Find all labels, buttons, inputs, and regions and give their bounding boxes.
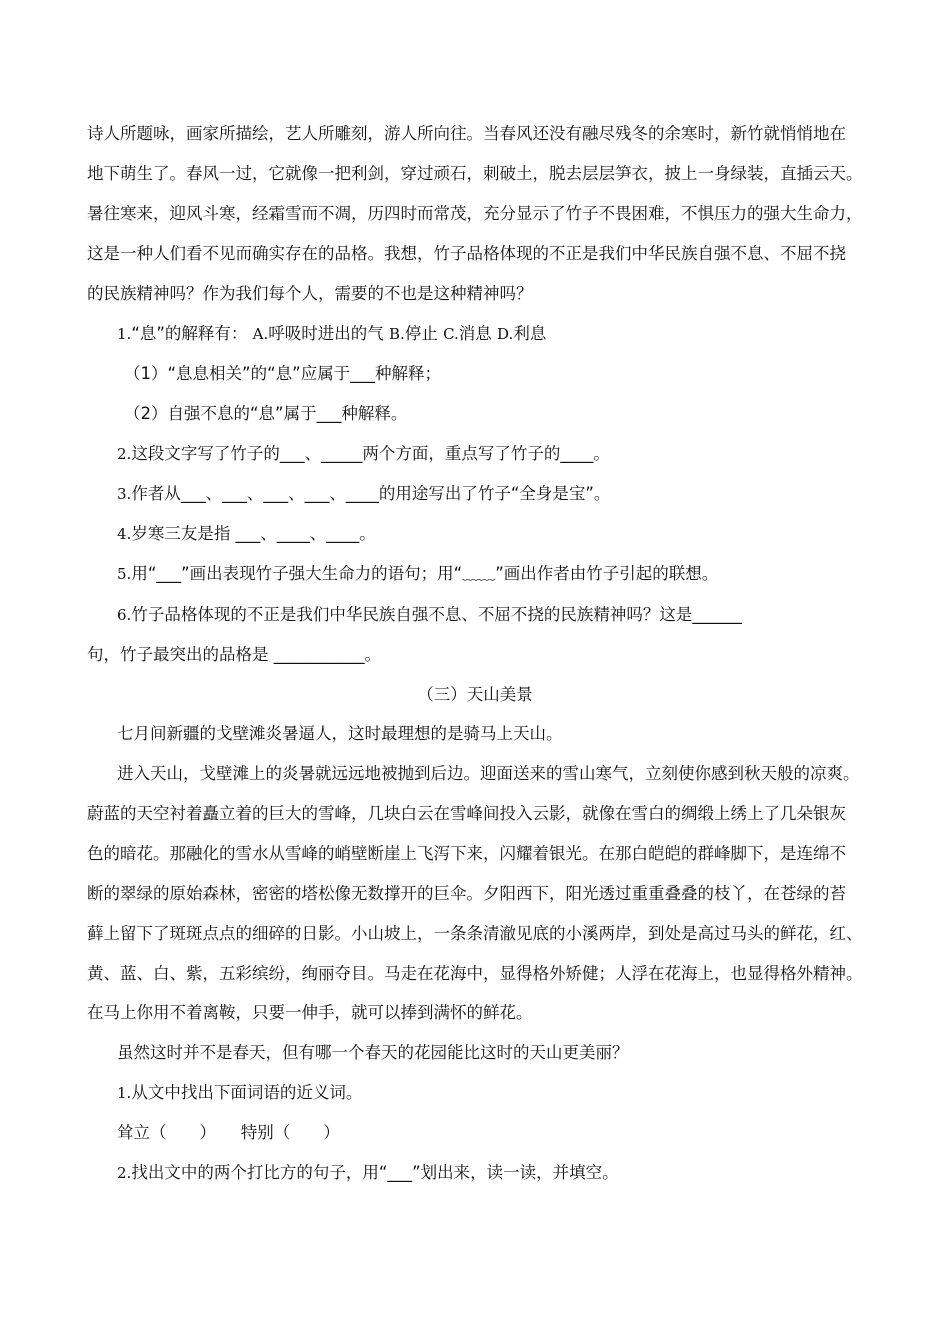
option-letter: D. [497, 325, 514, 343]
question-number: 6. [117, 606, 132, 624]
section-title: （三）天山美景 [417, 685, 533, 704]
question-text: 找出文中的两个打比方的句子，用“___”划出来，读一读，并填空。 [131, 1163, 619, 1182]
question-1 [117, 1083, 907, 1103]
question-number: 1. [117, 1084, 132, 1102]
question-text: 作者从___、___、___、___、____的用途写出了竹子“全身是宝”。 [131, 484, 611, 503]
synonym-blanks: 耸立（ ） 特别（ ） [117, 1123, 340, 1142]
paragraph-3: 虽然这时并不是春天，但有哪一个春天的花园能比这时的天山更美丽？ [117, 1043, 629, 1062]
question-6-continued: 句，竹子最突出的品格是 ___________。 [87, 645, 381, 664]
option-letter: B. [389, 325, 405, 343]
option-text: 利息 [513, 324, 547, 343]
option-text: 呼吸时进出的气 [268, 324, 384, 343]
option-letter: C. [443, 325, 459, 343]
question-4 [117, 524, 907, 544]
paragraph-1: 七月间新疆的戈壁滩炎暑逼人，这时最理想的是骑马上天山。 [117, 724, 563, 743]
question-text: 从文中找出下面词语的近义词。 [131, 1083, 363, 1102]
passage-line: 暑往寒来，迎风斗寒，经霜雪而不凋，历四时而常茂，充分显示了竹子不畏困难，不惧压力的强大生命力， [87, 204, 863, 223]
question-number: 1. [117, 325, 132, 343]
question-number: 2. [117, 445, 132, 463]
paragraph-2-line: 蔚蓝的天空衬着矗立着的巨大的雪峰，几块白云在雪峰间投入云影，就像在雪白的绸缎上绣上了几朵银灰 [87, 804, 846, 823]
question-number: 2. [117, 1164, 132, 1182]
paragraph-2-line: 进入天山，戈壁滩上的炎暑就远远地被抛到后边。迎面送来的雪山寒气，立刻使你感到秋天般的凉爽。 [117, 764, 860, 783]
passage-line: 诗人所题咏，画家所描绘，艺人所雕刻，游人所向往。当春风还没有融尽残冬的余寒时，新竹就悄悄地在 [87, 124, 846, 143]
passage-line: 地下萌生了。春风一过，它就像一把利剑，穿过顽石，刺破土，脱去层层笋衣，披上一身绿装，直插云天。 [87, 164, 863, 183]
question-text: 岁寒三友是指 ___、____、____。 [131, 524, 376, 543]
paragraph-2-line: 断的翠绿的原始森林，密密的塔松像无数撑开的巨伞。夕阳西下，阳光透过重重叠叠的枝丫，在苍绿的苔 [87, 884, 846, 903]
passage-line: 的民族精神吗？作为我们每个人，需要的不也是这种精神吗？ [87, 284, 533, 303]
option-letter: A. [252, 325, 269, 343]
paragraph-2-line: 在马上你用不着离鞍，只要一伸手，就可以捧到满怀的鲜花。 [87, 1003, 533, 1022]
option-text: 消息 [458, 324, 492, 343]
question-6 [117, 605, 907, 625]
question-number: 3. [117, 485, 132, 503]
option-text: 停止 [404, 324, 438, 343]
question-number: 4. [117, 525, 132, 543]
paragraph-2-line: 藓上留下了斑斑点点的细碎的日影。小山坡上，一条条清澈见底的小溪两岸，到处是高过马头的鲜花，红、 [87, 924, 863, 943]
question-1-sub-1: （1）“息息相关”的“息”应属于___种解释； [124, 364, 441, 383]
question-text: 竹子品格体现的不正是我们中华民族自强不息、不屈不挠的民族精神吗？这是______ [131, 605, 742, 624]
question-1 [117, 324, 907, 344]
question-1-sub-2: （2）自强不息的“息”属于___种解释。 [124, 404, 408, 423]
question-3 [117, 484, 907, 504]
question-text: 这段文字写了竹子的___、_____两个方面，重点写了竹子的____。 [131, 444, 610, 463]
paragraph-2-line: 黄、蓝、白、紫，五彩缤纷，绚丽夺目。马走在花海中，显得格外矫健；人浮在花海上，也显得格外精神。 [87, 964, 863, 983]
question-text: 用“___”画出表现竹子强大生命力的语句；用“﹏﹏”画出作者由竹子引起的联想。 [131, 564, 719, 583]
question-2 [117, 444, 907, 464]
passage-line: 这是一种人们看不见而确实存在的品格。我想，竹子品格体现的不正是我们中华民族自强不息、不屈不挠 [87, 244, 846, 263]
paragraph-2-line: 色的暗花。那融化的雪水从雪峰的峭壁断崖上飞泻下来，闪耀着银光。在那白皑皑的群峰脚下，是连绵不 [87, 844, 846, 863]
question-number: 5. [117, 565, 132, 583]
question-text: “息”的解释有： [131, 324, 248, 343]
question-5 [117, 564, 907, 584]
question-2 [117, 1163, 907, 1183]
